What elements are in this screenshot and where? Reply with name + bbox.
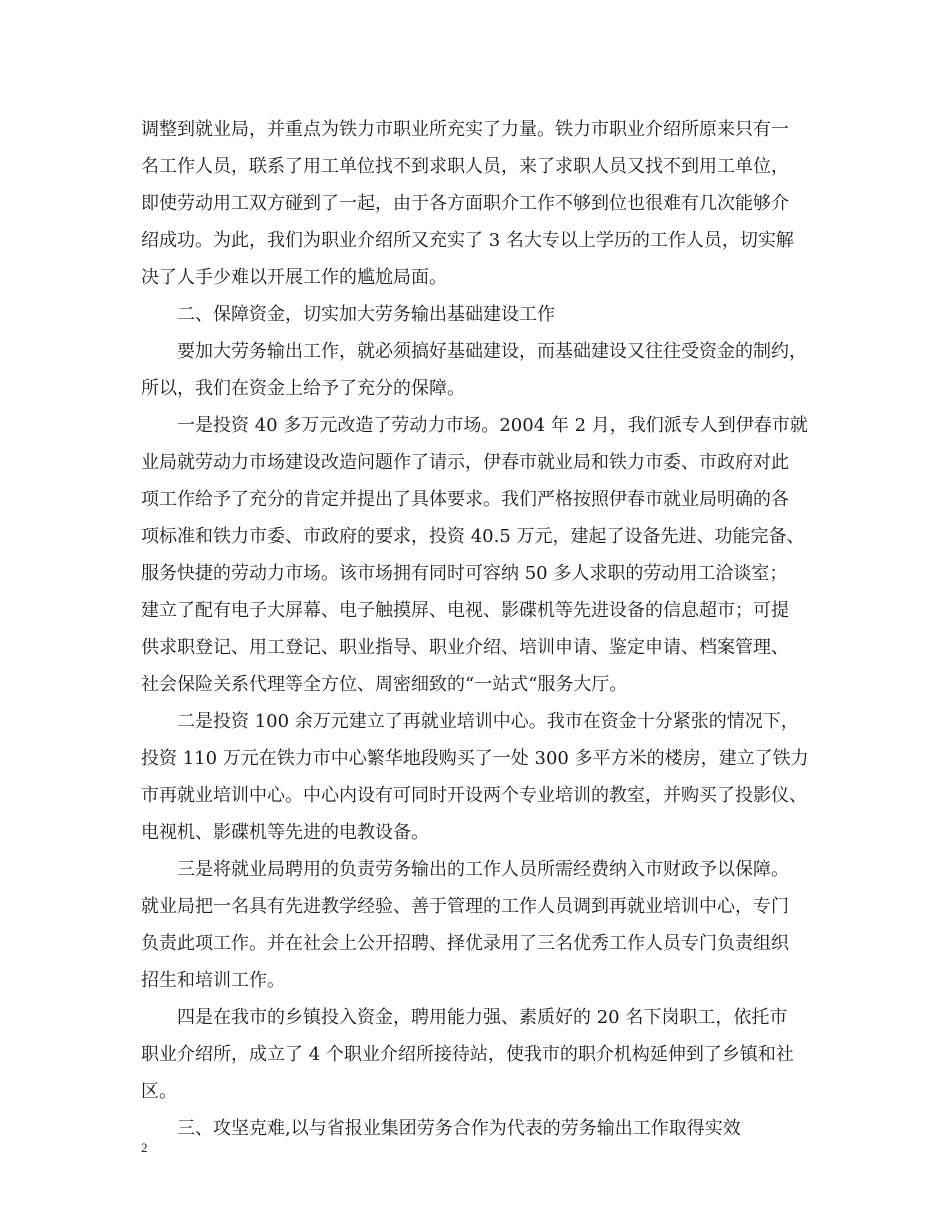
text-line: 项标准和铁力市委、市政府的要求，投资 40.5 万元，建起了设备先进、功能完备、 [141,526,805,547]
paragraph-labor-market [141,407,821,703]
paragraph-staff-funding [141,851,821,999]
paragraph-funding-intro [141,333,821,407]
text-line: 调整到就业局，并重点为铁力市职业所充实了力量。铁力市职业介绍所原来只有一 [141,119,789,140]
text-line: 电视机、影碟机等先进的电教设备。 [141,822,429,843]
text-line: 投资 110 万元在铁力市中心繁华地段购买了一处 300 多平方米的楼房，建立了铁力 [141,748,809,769]
paragraph-township-stations [141,999,821,1110]
body-text [141,111,821,1147]
heading-line: 二、保障资金，切实加大劳务输出基础建设工作 [177,304,555,325]
text-line: 三是将就业局聘用的负责劳务输出的工作人员所需经费纳入市财政予以保障。 [177,859,789,880]
section-heading-3 [141,1110,821,1147]
heading-line: 三、攻坚克难,以与省报业集团劳务合作为代表的劳务输出工作取得实效 [177,1118,741,1139]
text-line: 招生和培训工作。 [141,970,285,991]
text-line: 二是投资 100 余万元建立了再就业培训中心。我市在资金十分紧张的情况下， [177,711,799,732]
section-heading-2 [141,296,821,333]
text-line: 决了人手少难以开展工作的尴尬局面。 [141,267,447,288]
text-line: 区。 [141,1081,177,1102]
text-line: 社会保险关系代理等全方位、周密细致的“一站式“服务大厅。 [141,674,628,695]
text-line: 要加大劳务输出工作，就必须搞好基础建设，而基础建设又往往受资金的制约， [177,341,807,362]
page-number: 2 [141,1140,148,1155]
text-line: 绍成功。为此，我们为职业介绍所又充实了 3 名大专以上学历的工作人员，切实解 [141,230,794,251]
text-line: 即使劳动用工双方碰到了一起，由于各方面职介工作不够到位也很难有几次能够介 [141,193,789,214]
text-line: 建立了配有电子大屏幕、电子触摸屏、电视、影碟机等先进设备的信息超市；可提 [141,600,789,621]
text-line: 名工作人员，联系了用工单位找不到求职人员，来了求职人员又找不到用工单位， [141,156,789,177]
text-line: 所以，我们在资金上给予了充分的保障。 [141,378,465,399]
text-line: 供求职登记、用工登记、职业指导、职业介绍、培训申请、鉴定申请、档案管理、 [141,637,789,658]
text-line: 就业局把一名具有先进教学经验、善于管理的工作人员调到再就业培训中心，专门 [141,896,789,917]
text-line: 四是在我市的乡镇投入资金，聘用能力强、素质好的 20 名下岗职工，依托市 [177,1007,788,1028]
paragraph-continuation [141,111,821,296]
text-line: 市再就业培训中心。中心内设有可同时开设两个专业培训的教室，并购买了投影仪、 [141,785,807,806]
text-line: 负责此项工作。并在社会上公开招聘、择优录用了三名优秀工作人员专门负责组织 [141,933,789,954]
text-line: 业局就劳动力市场建设改造问题作了请示，伊春市就业局和铁力市委、市政府对此 [141,452,789,473]
text-line: 职业介绍所，成立了 4 个职业介绍所接待站，使我市的职介机构延伸到了乡镇和社 [141,1044,794,1065]
text-line: 项工作给予了充分的肯定并提出了具体要求。我们严格按照伊春市就业局明确的各 [141,489,789,510]
paragraph-training-center [141,703,821,851]
text-line: 一是投资 40 多万元改造了劳动力市场。2004 年 2 月，我们派专人到伊春市就 [177,415,808,436]
text-line: 服务快捷的劳动力市场。该市场拥有同时可容纳 50 多人求职的劳动用工洽谈室； [141,563,788,584]
